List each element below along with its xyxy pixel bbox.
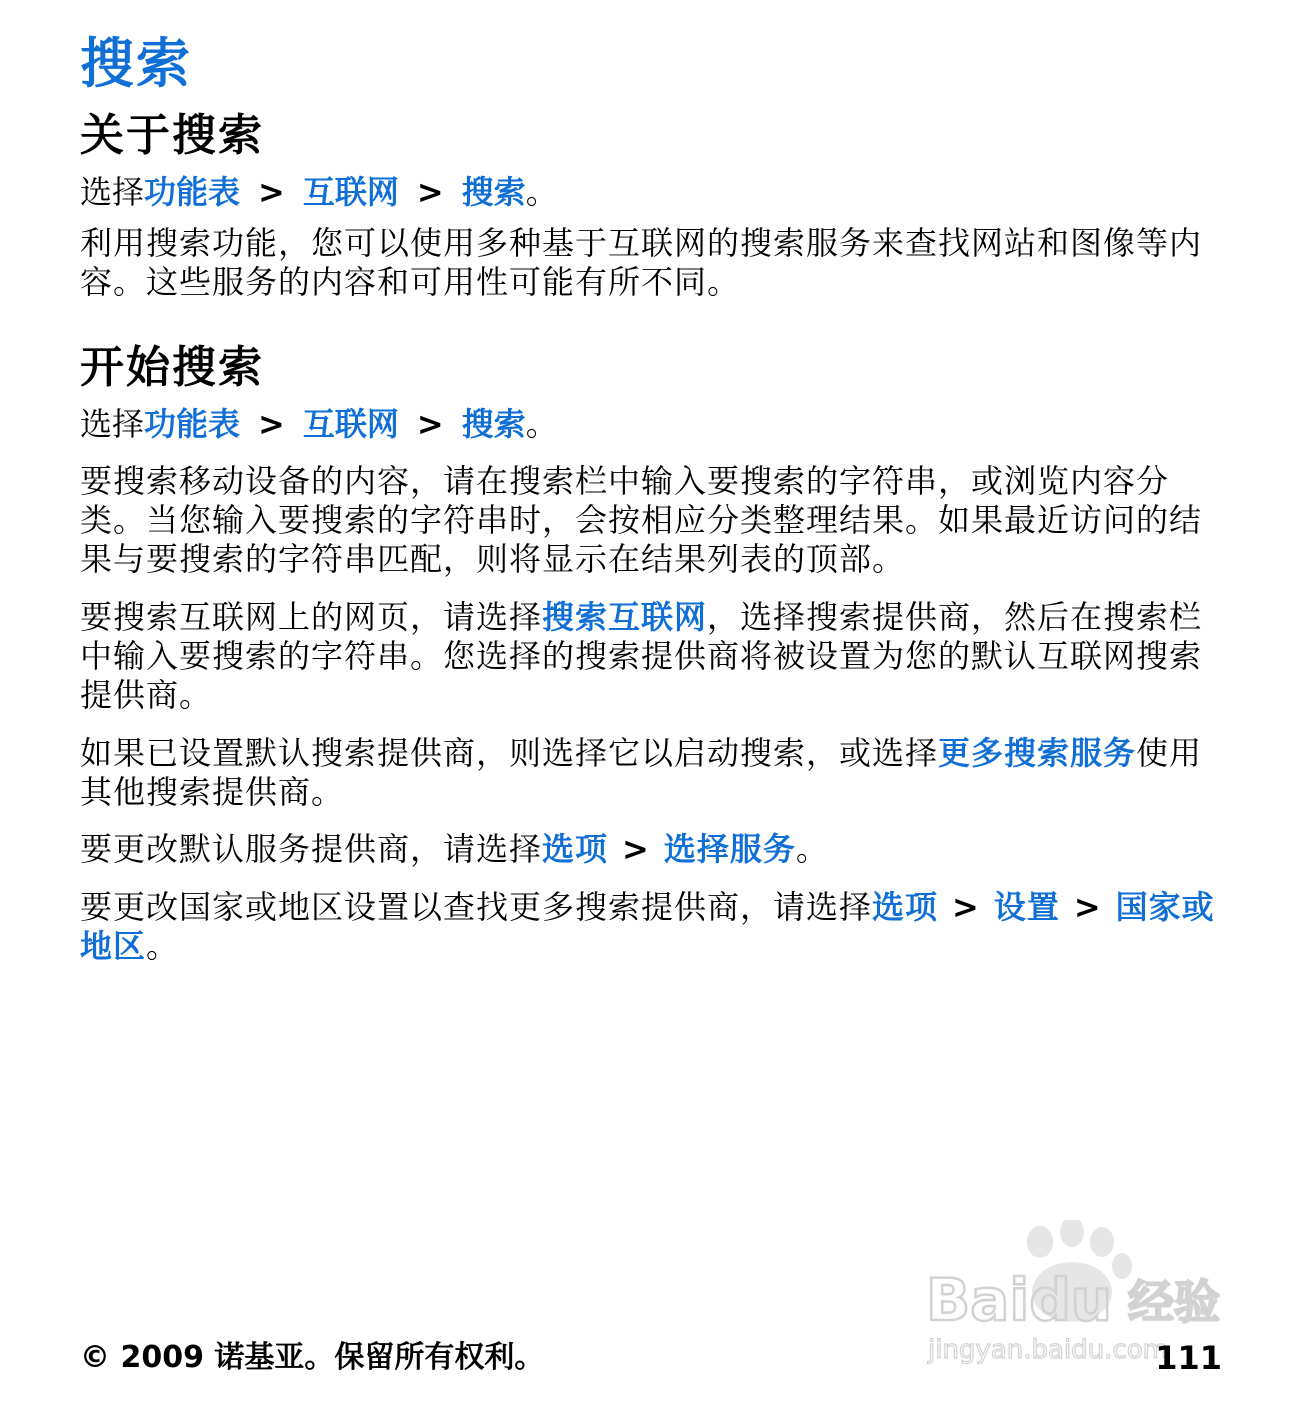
text: 要搜索互联网上的网页，请选择 <box>80 598 543 636</box>
link-settings[interactable]: 设置 <box>993 888 1060 926</box>
page-number: 111 <box>1155 1339 1222 1377</box>
start-paragraph-1: 要搜索移动设备的内容，请在搜索栏中输入要搜索的字符串，或浏览内容分类。当您输入要搜索的字符串时，会按相应分类整理结果。如果最近访问的结果与要搜索的字符串匹配，则将显示在结果列表的顶部。 <box>80 462 1203 578</box>
separator: > <box>416 173 444 211</box>
watermark-url: jingyan.baidu.com <box>928 1335 1168 1365</box>
nav-suffix: 。 <box>525 173 558 211</box>
text: 。 <box>146 927 180 965</box>
text: 。 <box>795 830 829 868</box>
start-paragraph-2 <box>80 598 1226 715</box>
text: ，选择搜索提供商，然后在搜索栏中输入要搜索的字符串。您选择的搜索提供商将被设置为您的默认互联网搜索提供商。 <box>80 598 1203 714</box>
link-country-region[interactable]: 国家或地区 <box>80 888 1215 965</box>
link-search[interactable]: 搜索 <box>461 405 526 443</box>
watermark-logo-text: Baidu <box>926 1266 1113 1334</box>
section-heading-about: 关于搜索 <box>80 110 264 161</box>
text: 要更改默认服务提供商，请选择 <box>80 830 543 868</box>
separator: > <box>1073 888 1102 926</box>
link-internet[interactable]: 互联网 <box>302 405 399 443</box>
start-paragraph-3 <box>80 734 1226 812</box>
nav-prefix: 选择 <box>80 173 145 211</box>
nav-path-start <box>80 404 558 444</box>
separator: > <box>952 888 980 926</box>
link-search-internet[interactable]: 搜索互联网 <box>542 598 708 636</box>
watermark-badge-text: 经验 <box>1128 1275 1220 1329</box>
footer-copyright: © 2009 诺基亚。保留所有权利。 <box>80 1340 545 1375</box>
about-paragraph: 利用搜索功能，您可以使用多种基于互联网的搜索服务来查找网站和图像等内容。这些服务的内容和可用性可能有所不同。 <box>80 224 1203 301</box>
nav-prefix: 选择 <box>80 405 145 443</box>
separator: > <box>258 405 285 443</box>
link-menu[interactable]: 功能表 <box>144 173 241 211</box>
section-heading-start: 开始搜索 <box>80 342 264 393</box>
link-internet[interactable]: 互联网 <box>302 173 399 211</box>
link-menu[interactable]: 功能表 <box>144 405 241 443</box>
separator: > <box>622 830 650 868</box>
text: 使用其他搜索提供商。 <box>80 734 1203 811</box>
link-more-search-services[interactable]: 更多搜索服务 <box>938 734 1137 772</box>
text: 要更改国家或地区设置以查找更多搜索提供商，请选择 <box>80 888 873 926</box>
separator: > <box>258 173 285 211</box>
link-options[interactable]: 选项 <box>872 888 939 926</box>
start-paragraph-4 <box>80 830 1226 869</box>
page-title: 搜索 <box>80 32 192 95</box>
nav-suffix: 。 <box>525 405 558 443</box>
link-select-service[interactable]: 选择服务 <box>663 830 796 868</box>
text: 如果已设置默认搜索提供商，则选择它以启动搜索，或选择 <box>80 734 939 772</box>
start-paragraph-5 <box>80 888 1226 966</box>
separator: > <box>416 405 444 443</box>
nav-path-about <box>80 172 558 212</box>
link-search[interactable]: 搜索 <box>461 173 526 211</box>
link-options[interactable]: 选项 <box>542 830 609 868</box>
